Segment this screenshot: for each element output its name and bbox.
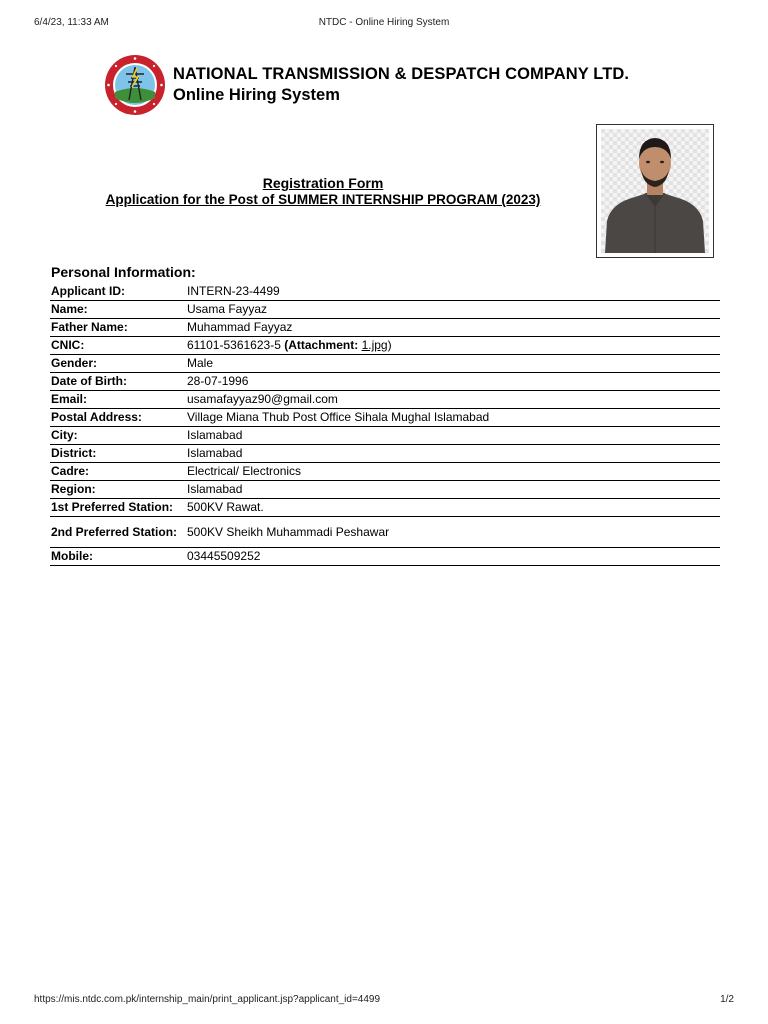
system-name: Online Hiring System: [173, 86, 340, 104]
print-footer: [34, 994, 734, 1008]
ntdc-logo-icon: [104, 54, 166, 116]
field-label: Postal Address:: [50, 409, 185, 427]
attachment-label: (Attachment:: [284, 338, 359, 352]
table-row: [50, 337, 720, 355]
print-page-title: NTDC - Online Hiring System: [318, 17, 450, 28]
table-row: [50, 373, 720, 391]
table-row: [50, 427, 720, 445]
field-value-cadre: Electrical/ Electronics: [185, 463, 720, 481]
field-label: CNIC:: [50, 337, 185, 355]
field-label: Email:: [50, 391, 185, 409]
table-row: [50, 301, 720, 319]
field-value-district: Islamabad: [185, 445, 720, 463]
field-label: Gender:: [50, 355, 185, 373]
field-label: Father Name:: [50, 319, 185, 337]
form-subtitle: Application for the Post of SUMMER INTERNSHIP PROGRAM (2023): [105, 192, 541, 207]
field-label: Applicant ID:: [50, 283, 185, 301]
field-label: Region:: [50, 481, 185, 499]
field-value-mobile: 03445509252: [185, 548, 720, 566]
field-label: City:: [50, 427, 185, 445]
field-label: Name:: [50, 301, 185, 319]
page-number: 1/2: [720, 994, 734, 1005]
print-url: https://mis.ntdc.com.pk/internship_main/print_applicant.jsp?applicant_id=4499: [34, 994, 381, 1005]
table-row: [50, 319, 720, 337]
field-value-city: Islamabad: [185, 427, 720, 445]
field-label: Mobile:: [50, 548, 185, 566]
table-row: [50, 409, 720, 427]
table-row: [50, 355, 720, 373]
field-value-1st-preferred-station: 500KV Rawat.: [185, 499, 720, 517]
section-title-personal-information: Personal Information:: [51, 264, 196, 280]
company-name: NATIONAL TRANSMISSION & DESPATCH COMPANY LTD.: [173, 65, 630, 83]
table-row: [50, 391, 720, 409]
field-value-date-of-birth: 28-07-1996: [185, 373, 720, 391]
field-label: 1st Preferred Station:: [50, 499, 185, 517]
table-row: [50, 481, 720, 499]
field-value-region: Islamabad: [185, 481, 720, 499]
print-header: [34, 17, 734, 31]
applicant-photo: [596, 124, 714, 258]
field-label: Date of Birth:: [50, 373, 185, 391]
table-row: [50, 463, 720, 481]
field-value-2nd-preferred-station: 500KV Sheikh Muhammadi Peshawar: [185, 517, 720, 548]
table-row: [50, 548, 720, 566]
field-value-email: usamafayyaz90@gmail.com: [185, 391, 720, 409]
personal-information-table: [50, 283, 720, 566]
field-value-father-name: Muhammad Fayyaz: [185, 319, 720, 337]
field-label: Cadre:: [50, 463, 185, 481]
print-timestamp: 6/4/23, 11:33 AM: [34, 17, 109, 28]
field-value-applicant-id: INTERN-23-4499: [185, 283, 720, 301]
field-label: 2nd Preferred Station:: [50, 517, 185, 548]
cnic-number: 61101-5361623-5: [187, 338, 281, 352]
table-row: [50, 499, 720, 517]
field-label: District:: [50, 445, 185, 463]
attachment-link[interactable]: 1.jpg: [361, 338, 388, 352]
field-value-gender: Male: [185, 355, 720, 373]
table-row: [50, 517, 720, 548]
attachment-close: ): [387, 338, 392, 352]
form-title: Registration Form: [262, 175, 384, 191]
table-row: [50, 445, 720, 463]
field-value-cnic: [185, 337, 720, 355]
table-row: [50, 283, 720, 301]
field-value-name: Usama Fayyaz: [185, 301, 720, 319]
field-value-postal-address: Village Miana Thub Post Office Sihala Mughal Islamabad: [185, 409, 720, 427]
